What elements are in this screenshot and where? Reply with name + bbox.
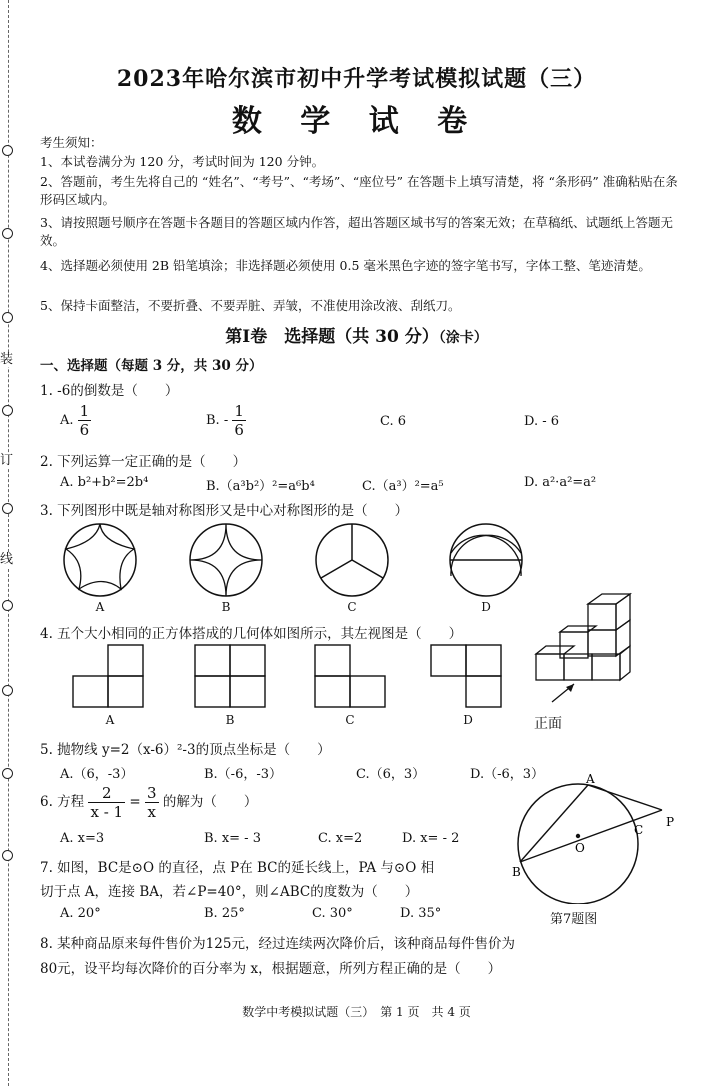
q2-option-b: B.（a³b²）²=a⁶b⁴ bbox=[206, 479, 315, 494]
q6-l-den: x - 1 bbox=[90, 803, 124, 821]
q6-option-c: C. x=2 bbox=[318, 831, 363, 846]
q6-r-den: x bbox=[147, 803, 156, 821]
q7-figure-caption: 第7题图 bbox=[550, 912, 598, 927]
q2-option-c: C.（a³）²=a⁵ bbox=[362, 479, 444, 494]
q3-stem: 3. 下列图形中既是轴对称图形又是中心对称图形的是（ ） bbox=[40, 503, 409, 519]
q1-a-den: 6 bbox=[79, 421, 90, 439]
q3-label-c: C bbox=[347, 600, 357, 614]
binding-label-zhuang: 装 bbox=[0, 352, 14, 367]
binding-hole bbox=[2, 768, 13, 779]
q6-option-a: A. x=3 bbox=[60, 831, 105, 846]
q4-front-label: 正面 bbox=[534, 716, 562, 732]
q4-view-a bbox=[72, 644, 146, 710]
q5-option-c: C.（6，3） bbox=[356, 767, 426, 782]
q1-a-label: A. bbox=[60, 413, 74, 428]
binding-hole bbox=[2, 850, 13, 861]
binding-label-ding: 订 bbox=[0, 453, 14, 468]
q1-a-fraction bbox=[78, 402, 92, 439]
page-footer: 数学中考模拟试题（三） 第 1 页 共 4 页 bbox=[242, 1005, 471, 1019]
q7-line1: 7. 如图，BC是⊙O 的直径，点 P在 BC的延长线上，PA 与⊙O 相 bbox=[40, 860, 435, 876]
q1-option-c: C. 6 bbox=[380, 414, 407, 429]
q3-figure-c bbox=[312, 520, 392, 602]
q6-stem-pre: 6. 方程 bbox=[40, 794, 85, 810]
q3-label-b: B bbox=[221, 600, 231, 614]
binding-line bbox=[8, 0, 9, 1086]
exam-subtitle: 数 学 试 卷 bbox=[231, 104, 482, 139]
exam-title: 2023年哈尔滨市初中升学考试模拟试题（三） bbox=[116, 66, 597, 92]
q6-equals: = bbox=[129, 794, 141, 810]
q5-option-d: D.（-6，3） bbox=[470, 767, 545, 782]
q1-b-num: 1 bbox=[234, 402, 244, 420]
q4-label-a: A bbox=[105, 713, 115, 727]
q5-option-a: A.（6，-3） bbox=[60, 767, 134, 782]
section-title-suffix: （涂卡） bbox=[438, 330, 488, 346]
q6-stem bbox=[40, 784, 257, 821]
q2-stem: 2. 下列运算一定正确的是（ ） bbox=[40, 454, 247, 470]
binding-hole bbox=[2, 503, 13, 514]
q3-figure-d bbox=[446, 520, 526, 602]
q4-view-c bbox=[314, 644, 388, 710]
q1-b-den: 6 bbox=[234, 421, 244, 439]
q1-a-num: 1 bbox=[79, 402, 90, 420]
binding-hole bbox=[2, 145, 13, 156]
notice-item-5: 5、保持卡面整洁，不要折叠、不要弄脏、弄皱，不准使用涂改液、刮纸刀。 bbox=[40, 298, 461, 313]
q7-option-c: C. 30° bbox=[312, 906, 353, 921]
q8-line1: 8. 某种商品原来每件售价为125元，经过连续两次降价后，该种商品每件售价为 bbox=[40, 936, 515, 952]
q1-option-a bbox=[60, 402, 91, 439]
q1-b-fraction bbox=[232, 402, 246, 439]
q4-solid-figure bbox=[530, 592, 640, 714]
section-title bbox=[0, 322, 713, 347]
q7-point-a: A bbox=[586, 772, 595, 786]
q4-view-d bbox=[430, 644, 504, 710]
part-heading: 一、选择题（每题 3 分，共 30 分） bbox=[40, 358, 263, 374]
q7-point-c: C bbox=[634, 823, 644, 837]
q1-option-b bbox=[206, 402, 246, 439]
section-title-main: 第Ⅰ卷 选择题（共 30 分） bbox=[225, 327, 439, 347]
q7-option-a: A. 20° bbox=[60, 906, 101, 921]
q4-view-b bbox=[194, 644, 268, 710]
q2-option-a: A. b²+b²=2b⁴ bbox=[60, 475, 149, 490]
binding-hole bbox=[2, 685, 13, 696]
q7-point-o: O bbox=[575, 841, 585, 855]
q3-label-a: A bbox=[95, 600, 105, 614]
q7-option-b: B. 25° bbox=[204, 906, 245, 921]
q4-stem: 4. 五个大小相同的正方体搭成的几何体如图所示，其左视图是（ ） bbox=[40, 626, 463, 642]
q4-label-d: D bbox=[463, 713, 473, 727]
q7-point-b: B bbox=[512, 865, 521, 879]
q5-option-b: B.（-6，-3） bbox=[204, 767, 283, 782]
notice-heading: 考生须知： bbox=[40, 135, 103, 150]
notice-item-4: 4、选择题必须使用 2B 铅笔填涂；非选择题必须使用 0.5 毫米黑色字迹的签字笔书写，字体工整、笔迹清楚。 bbox=[40, 258, 651, 273]
binding-hole bbox=[2, 228, 13, 239]
q6-option-d: D. x= - 2 bbox=[402, 831, 460, 846]
q6-r-num: 3 bbox=[146, 784, 157, 802]
q3-figure-b bbox=[186, 520, 266, 602]
q4-label-c: C bbox=[345, 713, 355, 727]
q7-option-d: D. 35° bbox=[400, 906, 442, 921]
q7-line2: 切于点 A，连接 BA，若∠P=40°，则∠ABC的度数为（ ） bbox=[40, 884, 419, 900]
q7-figure bbox=[510, 772, 690, 904]
q1-b-label: B. - bbox=[206, 413, 229, 428]
q1-stem: 1. -6的倒数是（ ） bbox=[40, 383, 179, 399]
q2-option-d: D. a²·a²=a² bbox=[524, 475, 597, 490]
notice-item-3: 3、请按照题号顺序在答题卡各题目的答题区域内作答，超出答题区域书写的答案无效；在草稿纸、试题纸上答题无效。 bbox=[40, 215, 673, 248]
q6-l-num: 2 bbox=[88, 784, 125, 803]
q7-point-p: P bbox=[666, 815, 675, 829]
q3-label-d: D bbox=[481, 600, 491, 614]
q4-label-b: B bbox=[225, 713, 235, 727]
binding-label-xian: 线 bbox=[0, 552, 14, 567]
notice-item-2: 2、答题前，考生先将自己的 “姓名”、“考号”、“考场”、“座位号” 在答题卡上填写清楚，将 “条形码” 准确粘贴在条形码区域内。 bbox=[40, 174, 678, 207]
q6-right-fraction bbox=[145, 784, 159, 821]
binding-hole bbox=[2, 405, 13, 416]
q6-stem-post: 的解为（ ） bbox=[162, 794, 258, 810]
q8-line2: 80元，设平均每次降价的百分率为 x，根据题意，所列方程正确的是（ ） bbox=[40, 961, 502, 977]
q1-option-d: D. - 6 bbox=[524, 414, 560, 429]
notice-item-1: 1、本试卷满分为 120 分，考试时间为 120 分钟。 bbox=[40, 154, 325, 169]
q6-left-fraction bbox=[88, 784, 125, 821]
q5-stem: 5. 抛物线 y=2（x-6）²-3的顶点坐标是（ ） bbox=[40, 742, 331, 758]
q6-option-b: B. x= - 3 bbox=[204, 831, 261, 846]
binding-hole bbox=[2, 600, 13, 611]
q3-figure-a bbox=[60, 520, 140, 602]
